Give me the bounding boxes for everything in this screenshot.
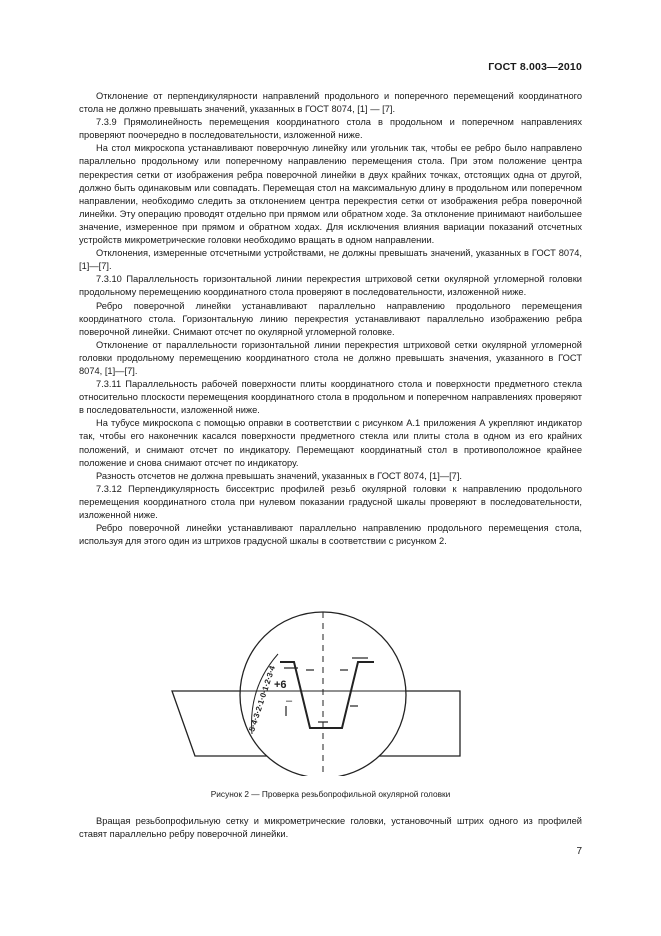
closing-text bbox=[79, 815, 582, 841]
paragraph: Ребро поверочной линейки устанавливают параллельно направлению продольного перемещения стола, используя для этого один из штрихов градусной шкалы в соответствии с рисунком 2. bbox=[79, 523, 582, 547]
degree-scale-label: 5·4·3·2·1·0·1·2·3·4 bbox=[247, 664, 278, 733]
paragraph: Отклонения, измеренные отсчетными устройствами, не должны превышать значений, указанных в ГОСТ 8074, [1]—[7]. bbox=[79, 248, 582, 272]
body-text bbox=[79, 90, 582, 548]
figure-caption: Рисунок 2 — Проверка резьбопрофильной окулярной головки bbox=[210, 789, 451, 799]
paragraph: Отклонение от перпендикулярности направлений продольного и поперечного перемещений координатного стола не должно превышать значений, указанных в ГОСТ 8074, [1] — [7]. bbox=[79, 91, 582, 115]
label-minus: – bbox=[286, 695, 293, 707]
paragraph: 7.3.11 Параллельность рабочей поверхности плиты координатного стола и поверхности предметного стекла относительно плоскости перемещения координатного стола в продольном и поперечном направлениях проверяют в последовательности, изложенной ниже. bbox=[79, 379, 582, 416]
paragraph: На стол микроскопа устанавливают поверочную линейку или угольник так, чтобы ее ребро было направлено параллельно продольному или поперечному направлению перемещения стола. При этом положение центра перекрестия сетки от изображения ребра поверочной линейки в двух крайних точках, отстоящих одна от другой, должно быть одинаковым или совпадать. Перемещая стол на максимальную длину в продольном или поперечном направлении, необходимо следить за отклонением центра перекрестия сетки от изображения ребра поверочной линейки. Эту операцию проводят отдельно при прямом или обратном ходе. За отклонение принимают наибольшее значение, измеренное при прямом и обратном ходах. Для исключения влияния вариации показаний отсчетных устройств микрометрические головки необходимо вращать в одном направлении. bbox=[79, 143, 582, 246]
paragraph: Вращая резьбопрофильную сетку и микрометрические головки, установочный штрих одного из профилей ставят параллельно ребру поверочной линейки. bbox=[79, 816, 582, 840]
paragraph: 7.3.12 Перпендикулярность биссектрис профилей резьб окулярной головки к направлению продольного перемещения координатного стола при нулевом показании градусной шкалы проверяют в последовательности, изложенной ниже. bbox=[79, 483, 582, 520]
page-number: 7 bbox=[576, 846, 582, 857]
label-plus-six: +6 bbox=[274, 679, 287, 691]
document-header: ГОСТ 8.003—2010 bbox=[488, 61, 582, 73]
paragraph: 7.3.9 Прямолинейность перемещения координатного стола в продольном и поперечном направлениях проверяют поочередно в последовательности, изложенной ниже. bbox=[79, 117, 582, 141]
paragraph: Ребро поверочной линейки устанавливают параллельно направлению продольного перемещения координатного стола. Горизонтальную линию перекрестия устанавливают параллельно изображению ребра поверочной линейки. Снимают отсчет по окулярной угломерной головке. bbox=[79, 300, 582, 337]
eyepiece-diagram bbox=[170, 606, 470, 776]
figure-eyepiece-check bbox=[170, 606, 470, 776]
paragraph: На тубусе микроскопа с помощью оправки в соответствии с рисунком А.1 приложения А укрепляют индикатор так, чтобы его наконечник касался поверхности предметного стекла или плиты стола в одном из его крайних положений, и снимают отсчет по индикатору. Перемещают координатный стол в противоположное крайнее положение и снова снимают отсчет по индикатору. bbox=[79, 418, 582, 468]
paragraph: Отклонение от параллельности горизонтальной линии перекрестия штриховой сетки окулярной угломерной головки продольному перемещению координатного стола не должно превышать значения, указанного в ГОСТ 8074, [1]—[7]. bbox=[79, 339, 582, 376]
paragraph: Разность отсчетов не должна превышать значений, указанных в ГОСТ 8074, [1]—[7]. bbox=[96, 470, 462, 481]
paragraph: 7.3.10 Параллельность горизонтальной линии перекрестия штриховой сетки окулярной угломерной головки продольному перемещению координатного стола проверяют в последовательности, изложенной ниже. bbox=[79, 274, 582, 298]
